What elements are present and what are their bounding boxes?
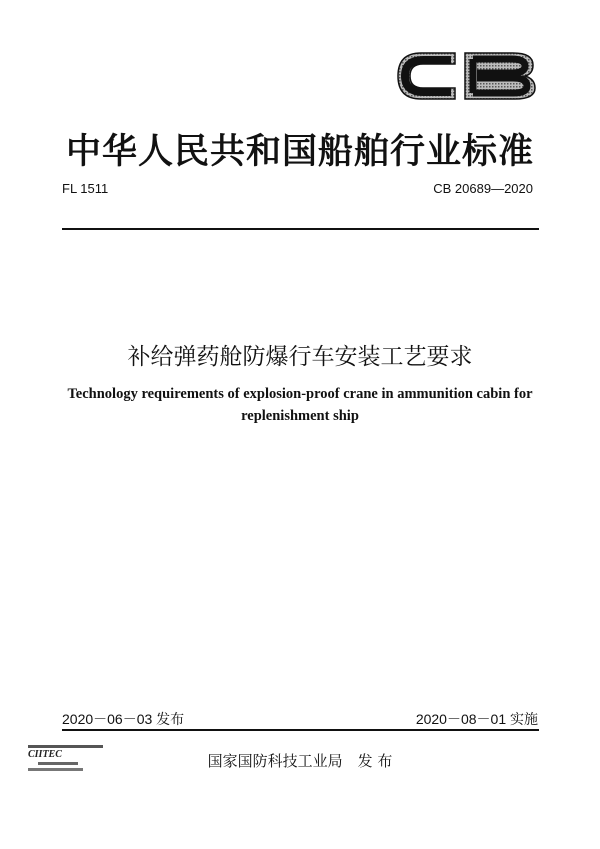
publish-date: 2020－06－03 发布 (62, 711, 185, 727)
header-divider (62, 228, 539, 230)
classification-code: FL 1511 (62, 181, 109, 196)
document-title-zh: 补给弹药舱防爆行车安装工艺要求 (127, 344, 473, 370)
stamp-logo: CIITEC (28, 749, 62, 760)
document-title-en (40, 383, 560, 427)
standard-category-title: 中华人民共和国船舶行业标准 (65, 132, 534, 172)
title-en-line1: Technology requirements of explosion-proof crane in ammunition cabin for (67, 386, 533, 402)
footer-divider (62, 729, 539, 731)
standard-number: CB 20689—2020 (433, 181, 533, 196)
implement-date: 2020－08－01 实施 (415, 711, 538, 727)
title-en-line2: replenishment ship (241, 408, 359, 424)
issuing-authority: 国家国防科技工业局 发 布 (207, 752, 393, 770)
cb-logo (393, 50, 543, 107)
